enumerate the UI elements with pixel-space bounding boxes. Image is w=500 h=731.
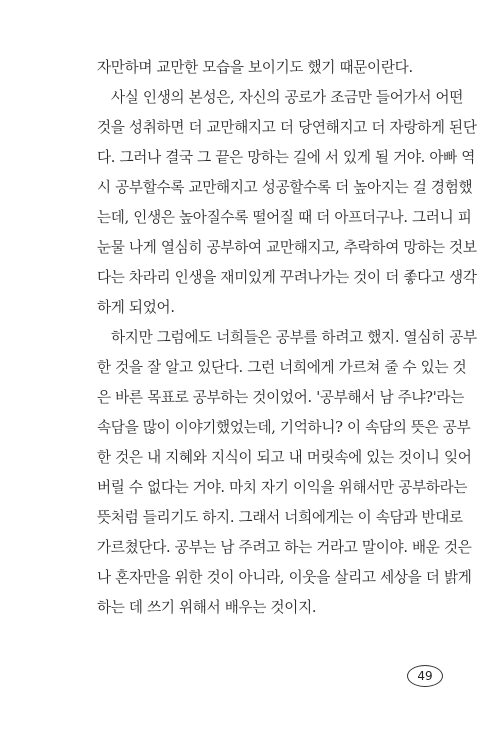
text-line: 버릴 수 없다는 거야. 마치 자기 이익을 위해서만 공부하라는 [97,479,468,496]
text-line: 뜻처럼 들리기도 하지. 그래서 너희에게는 이 속담과 반대로 [97,509,463,526]
text-line: 하게 되었어. [97,299,175,316]
text-line: 눈물 나게 열심히 공부하여 교만해지고, 추락하여 망하는 것보 [97,239,477,256]
text-line: 속담을 많이 이야기했었는데, 기억하니? 이 속담의 뜻은 공부 [97,419,471,436]
text-line: 가르쳤단다. 공부는 남 주려고 하는 거라고 말이야. 배운 것은 [97,539,472,556]
text-line: 하지만 그럼에도 너희들은 공부를 하려고 했지. 열심히 공부 [111,329,477,346]
text-line: 은 바른 목표로 공부하는 것이었어. '공부해서 남 주냐?'라는 [97,389,465,406]
text-line: 하는 데 쓰기 위해서 배우는 것이지. [97,599,317,616]
page-number-badge [407,665,443,687]
text-line: 사실 인생의 본성은, 자신의 공로가 조금만 들어가서 어떤 [111,89,464,106]
text-line: 것을 성취하면 더 교만해지고 더 당연해지고 더 자랑하게 된단 [97,119,477,136]
page-number: 49 [417,669,433,683]
text-line: 한 것은 내 지혜와 지식이 되고 내 머릿속에 있는 것이니 잊어 [97,449,472,466]
text-line: 한 것을 잘 알고 있단다. 그런 너희에게 가르쳐 줄 수 있는 것 [97,359,467,376]
text-line: 는데, 인생은 높아질수록 떨어질 때 더 아프더구나. 그러니 피 [97,209,472,226]
text-line: 다. 그러나 결국 그 끝은 망하는 길에 서 있게 될 거야. 아빠 역 [97,149,476,166]
text-line: 자만하며 교만한 모습을 보이기도 했기 때문이란다. [97,59,413,76]
text-line: 시 공부할수록 교만해지고 성공할수록 더 높아지는 걸 경험했 [97,179,473,196]
text-line: 나 혼자만을 위한 것이 아니라, 이웃을 살리고 세상을 더 밝게 [97,569,472,586]
text-line: 다는 차라리 인생을 재미있게 꾸려나가는 것이 더 좋다고 생각 [97,269,477,286]
